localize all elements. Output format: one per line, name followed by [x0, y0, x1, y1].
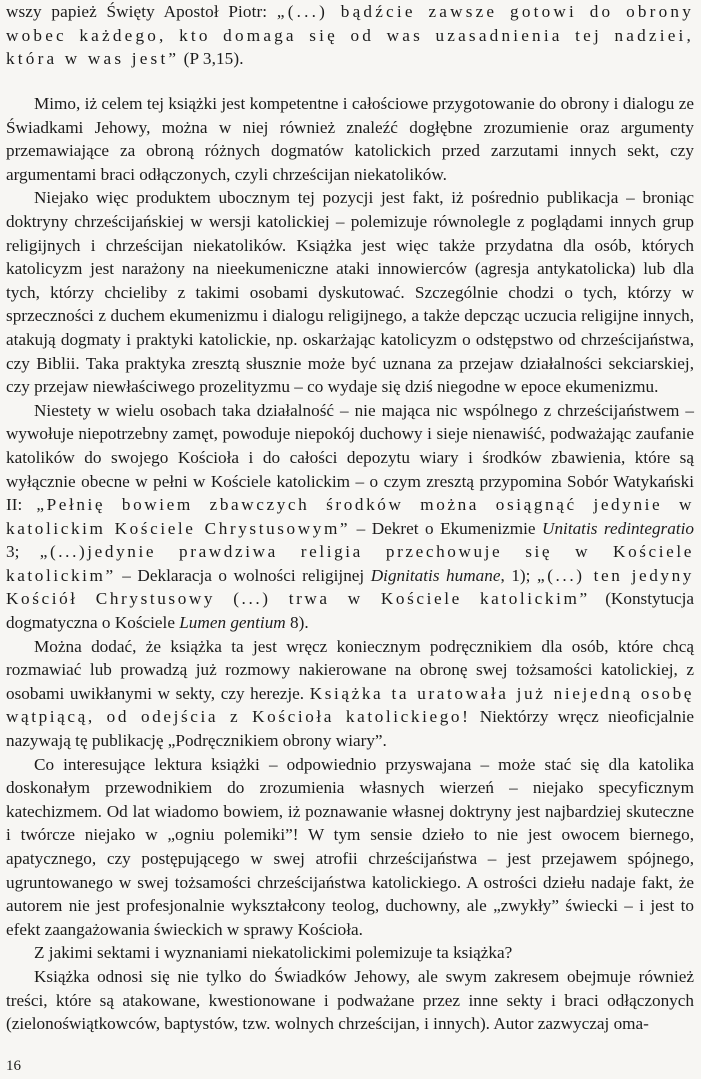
text-run: Niestety w wielu osobach taka działalność – nie mająca nic wspólnego z chrześcijaństwem – wywołuje niepotrzebny zamęt, powoduje niepokój duchowy i sieje nienawiść, podważając zaufanie katolików do swojego Kościoła i do całości depozytu wiary i środków zbawienia, które są wyłącznie obecne w pełni w Kościele katolickim – o czym zresztą przypomina Sobór Watykański II:: [6, 400, 694, 515]
spaced-quote: „(...) bądźcie zawsze gotowi do obrony wobec każdego, kto domaga się od was uzasadnienia tej nadziei, która w was jest”: [6, 2, 694, 69]
opening-reference: (P 3,15).: [179, 49, 244, 69]
text-run: 3;: [6, 542, 40, 562]
page-number: 16: [6, 1058, 21, 1074]
text-run: – Dekret o Ekumenizmie: [350, 518, 543, 538]
text-run: – Deklaracja o wolności religijnej: [115, 565, 371, 585]
document-title: Lumen gentium: [179, 613, 286, 633]
paragraph: Niejako więc produktem ubocznym tej pozycji jest fakt, iż pośrednio publikacja – broniąc doktryny chrześcijańskiej w wersji katolickiej – polemizuje równolegle z poglądami innych grup religijnych i chrześcijan niekatolików. Książka jest więc także przydatna dla osób, których katolicyzm jest narażony na nieekumeniczne ataki innowierców (agresja antykatolicka) lub dla tych, którzy chcieliby z takimi osobami dyskutować. Szczególnie chodzi o tych, którzy w sprzeczności z duchem ekumenizmu i dialogu religijnego, a także depcząc uczucia religijne innych, atakują dogmaty i praktyki katolickie, np. oskarżając katolicyzm o odstępstwo od chrześcijaństwa, czy Biblii. Taka praktyka zresztą słusznie może być uznana za przejaw działalności sekciarskiej, czy przejaw niewłaściwego prozelityzmu – co wydaje się dziś niegodne w epoce ekumenizmu.: [6, 188, 694, 397]
main-text: [6, 92, 694, 1036]
text-run: 8).: [285, 613, 309, 633]
text-run: , 1);: [500, 565, 537, 585]
opening-quote-paragraph: [6, 0, 694, 71]
text-run: (Konstytucja dogmatyczna o Kościele: [6, 589, 694, 633]
text-run: Można dodać, że książka ta jest wręcz koniecznym podręcznikiem dla osób, które chcą rozmawiać lub prowadzą już rozmowy nakierowane na obronę swej tożsamości katolickiej, z osobami uwikłanymi w sekty, czy herezje.: [6, 636, 694, 703]
paragraph: Mimo, iż celem tej książki jest kompetentne i całościowe przygotowanie do obrony i dialogu ze Świadkami Jehowy, można w niej również znaleźć dogłębne zrozumienie oraz argumenty przemawiające za obroną różnych dogmatów katolickich przed zarzutami innych sekt, czy argumentami braci odłączonych, czyli chrześcijan niekatolików.: [6, 94, 694, 184]
document-title: Unitatis redintegratio: [542, 518, 694, 538]
paragraph: Co interesujące lektura książki – odpowiednio przyswajana – może stać się dla katolika doskonałym przewodnikiem do zrozumienia własnych wierzeń – niejako specyficznym katechizmem. Od lat wiadomo bowiem, iż poznawanie własnej doktryny jest najbardziej skuteczne i twórcze niejako w „ogniu polemiki”! W tym sensie dzieło to nie jest owocem biernego, apatycznego, czy postępującego w swej atrofii chrześcijaństwa – jest przejawem spójnego, ugruntowanego w swej tożsamości chrześcijaństwa katolickiego. A ostrości dziełu nadaje fakt, że autorem nie jest profesjonalnie wykształcony teolog, duchowny, ale „zwykły” świecki – i jest to efekt zaangażowania świeckich w sprawy Kościoła.: [6, 754, 694, 939]
spaced-quote: „(...)jedynie prawdziwa religia przechowuje się w Kościele katolickim”: [6, 542, 694, 585]
paragraph: [6, 399, 694, 635]
paragraph: Z jakimi sektami i wyznaniami niekatolickimi polemizuje ta książka?: [34, 943, 513, 963]
opening-text: wszy papież Święty Apostoł Piotr:: [6, 2, 277, 21]
paragraph: [6, 635, 694, 753]
spaced-quote: „Pełnię bowiem zbawczych środków można osiągnąć jedynie w katolickim Kościele Chrystusowym”: [6, 495, 694, 538]
paragraph: Książka odnosi się nie tylko do Świadków Jehowy, ale swym zakresem obejmuje również treści, które są atakowane, kwestionowane i podważane przez inne sekty i braci odłączonych (zielonoświątkowców, baptystów, tzw. wolnych chrześcijan, i innych). Autor zazwyczaj oma-: [6, 966, 694, 1034]
spaced-quote: „(...) ten jedyny Kościół Chrystusowy (...) trwa w Kościele katolickim”: [6, 565, 695, 609]
text-run: Niektórzy wręcz nieoficjalnie nazywają tę publikację „Podręcznikiem obrony wiary”.: [6, 707, 694, 751]
document-title: Dignitatis humane: [370, 565, 501, 585]
spaced-emphasis: Książka ta uratowała już niejedną osobę wątpiącą, od odejścia z Kościoła katolickiego!: [6, 683, 695, 727]
